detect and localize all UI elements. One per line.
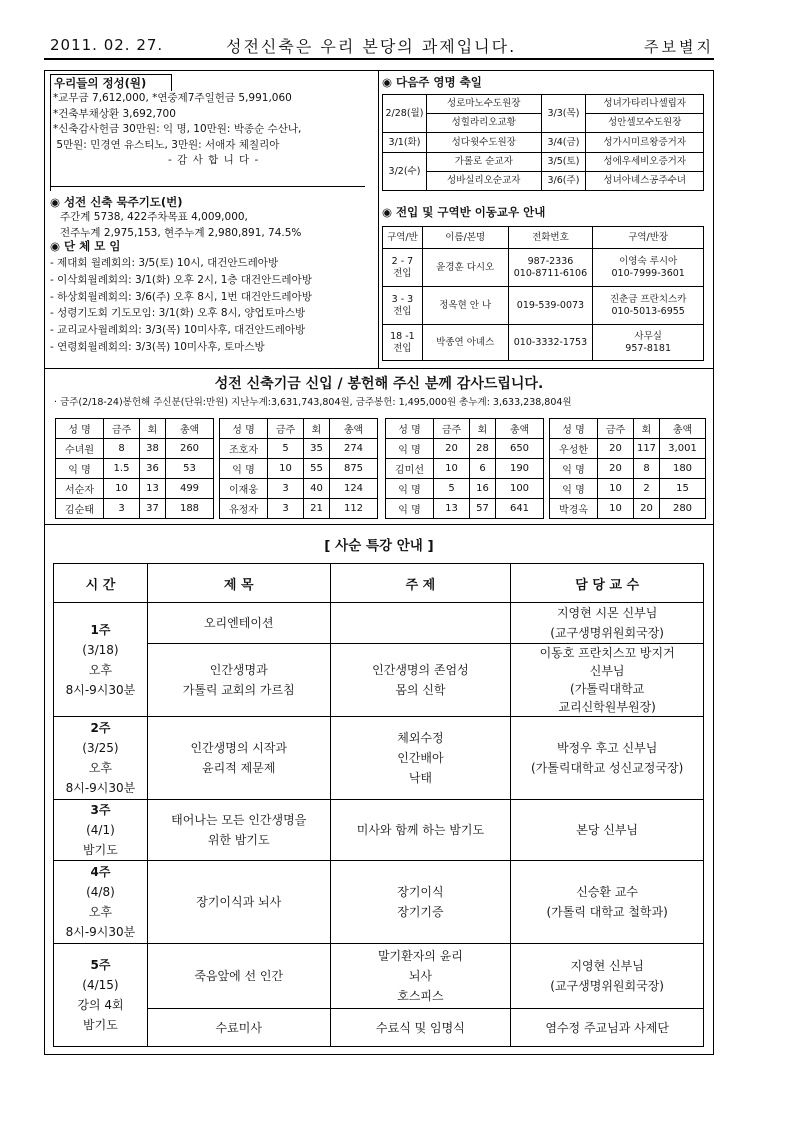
lecture-title	[147, 603, 330, 644]
lecture-title	[147, 800, 330, 861]
donor-total: 499	[166, 479, 214, 499]
prof-line: 교리신학원부원장)	[558, 700, 656, 714]
lecture-title-line: 태어나는 모든 인간생명을	[171, 813, 307, 827]
feasts-title: ◉ 다음주 영명 축일	[382, 75, 482, 89]
rosary-section	[50, 194, 375, 241]
col-header: 총액	[660, 419, 706, 439]
transfer-leader: 진춘금 프란치스카	[609, 293, 687, 305]
lecture-title-line: 오리엔테이션	[203, 616, 274, 630]
week-label: 4주	[90, 865, 111, 879]
lecture-time	[54, 861, 148, 944]
donor-total: 15	[660, 479, 706, 499]
lecture-time	[54, 603, 148, 717]
donor-count: 36	[140, 459, 166, 479]
feast-saint: 성다윗수도원장	[426, 133, 541, 153]
meeting-item: - 연령회월례회의: 3/3(목) 10미사후, 토마스방	[50, 340, 265, 353]
transfer-row	[383, 249, 704, 287]
meeting-item: - 교리교사월례회의: 3/3(목) 10미사후, 대건안드레아방	[50, 324, 306, 337]
lectures-title: [ 사순 특강 안내 ]	[324, 538, 434, 554]
week-date: (3/18)	[82, 642, 119, 657]
topic-line: 말기환자의 윤리	[377, 949, 463, 963]
col-header: 시 간	[54, 564, 148, 603]
col-header: 성 명	[220, 419, 268, 439]
donor-this-week: 10	[104, 479, 140, 499]
topic-line: 몸의 신학	[395, 683, 446, 697]
donor-row	[220, 439, 378, 459]
donor-total: 274	[330, 439, 378, 459]
feast-date: 3/6(주)	[541, 172, 586, 191]
donor-count: 57	[470, 499, 496, 519]
donor-count: 21	[304, 499, 330, 519]
col-header: 회	[140, 419, 166, 439]
col-header: 금주	[434, 419, 470, 439]
donor-name: 김미선	[386, 459, 434, 479]
col-header: 총액	[496, 419, 544, 439]
transfer-kind: 전입	[393, 305, 412, 317]
donor-count: 37	[140, 499, 166, 519]
donor-count: 38	[140, 439, 166, 459]
donor-count: 55	[304, 459, 330, 479]
transfer-leader-phone: 957-8181	[625, 342, 672, 354]
donor-name: 김순태	[56, 499, 104, 519]
offerings-thanks: - 감 사 합 니 다 -	[168, 154, 260, 166]
donor-row	[56, 499, 214, 519]
lecture-title-line: 인간생명의 시작과	[190, 741, 288, 755]
feasts-table	[382, 94, 704, 191]
week-time: 강의 4회	[77, 998, 124, 1012]
lecture-title-line: 죽음앞에 선 인간	[194, 969, 284, 983]
lecture-professor	[511, 800, 704, 861]
transfer-phone: 010-8711-6106	[513, 267, 588, 279]
donor-count: 40	[304, 479, 330, 499]
donor-count: 35	[304, 439, 330, 459]
bulletin-tag: 주보별지	[644, 38, 714, 56]
transfer-phone: 010-3332-1753	[508, 325, 593, 361]
donor-total: 124	[330, 479, 378, 499]
feast-saint: 성로마노수도원장	[426, 95, 541, 114]
lecture-topic	[330, 944, 511, 1009]
transfer-row	[383, 325, 704, 361]
transfer-phone: 987-2336	[527, 255, 574, 267]
donor-row	[220, 459, 378, 479]
topic-line: 체외수정	[397, 731, 444, 745]
donor-name: 익 명	[550, 459, 598, 479]
lecture-time	[54, 800, 148, 861]
feast-date: 3/3(목)	[541, 95, 586, 133]
prof-line: (교구생명위원회국장)	[550, 979, 664, 993]
donor-row	[550, 439, 706, 459]
transfers-title: ◉ 전입 및 구역반 이동교우 안내	[382, 205, 546, 219]
feasts-section	[382, 74, 712, 191]
feast-saint: 성바실리오순교자	[426, 172, 541, 191]
donor-count: 20	[634, 499, 660, 519]
donor-row	[386, 439, 544, 459]
col-header: 전화번호	[508, 227, 593, 249]
prof-line: (가톨릭대학교 성신교정국장)	[530, 761, 684, 775]
week-time: 8시-9시30분	[65, 682, 136, 697]
donor-row	[220, 479, 378, 499]
transfer-zone: 2 - 7	[391, 255, 414, 267]
donor-row	[386, 499, 544, 519]
transfer-name: 박종연 아녜스	[422, 325, 508, 361]
rosary-line: 전주누계 2,975,153, 현주누계 2,980,891, 74.5%	[60, 226, 302, 239]
col-header: 금주	[598, 419, 634, 439]
donor-total: 53	[166, 459, 214, 479]
prof-line: 신부님	[589, 664, 625, 678]
lecture-title	[147, 717, 330, 800]
offering-line: 5만원: 민경연 유스티노, 3만원: 서애자 체칠리아	[53, 138, 280, 151]
week-label: 1주	[90, 622, 111, 637]
meeting-item: - 성령기도회 기도모임: 3/1(화) 오후 8시, 양업토마스방	[50, 307, 306, 320]
lecture-title	[147, 944, 330, 1009]
donor-total: 260	[166, 439, 214, 459]
donor-total: 650	[496, 439, 544, 459]
meetings-title: ◉ 단 체 모 임	[50, 239, 121, 253]
prof-line: 신승환 교수	[576, 885, 639, 899]
donor-row	[56, 479, 214, 499]
header-divider	[44, 58, 714, 60]
donor-name: 익 명	[386, 479, 434, 499]
donor-this-week: 3	[268, 499, 304, 519]
week-time: 밤기도	[83, 1018, 118, 1032]
transfer-kind: 전입	[393, 342, 412, 354]
topic-line: 뇌사	[408, 969, 433, 983]
prof-line: 지영현 신부님	[570, 959, 644, 973]
donor-count: 2	[634, 479, 660, 499]
donor-this-week: 1.5	[104, 459, 140, 479]
donor-this-week: 5	[268, 439, 304, 459]
donations-title: 성전 신축기금 신입 / 봉헌해 주신 분께 감사드립니다.	[214, 376, 544, 392]
lecture-title-line: 가톨릭 교회의 가르침	[182, 683, 295, 697]
rosary-title: ◉ 성전 신축 묵주기도(번)	[50, 195, 183, 209]
prof-line: 지영현 시몬 신부님	[556, 606, 658, 620]
week-date: (4/1)	[86, 823, 115, 837]
transfer-zone: 18 -1	[390, 330, 415, 342]
donor-this-week: 3	[104, 499, 140, 519]
topic-line: 호스피스	[397, 989, 444, 1003]
col-header: 금주	[268, 419, 304, 439]
donation-tables	[55, 418, 705, 520]
feast-date: 3/1(화)	[383, 133, 427, 153]
week-time: 8시-9시30분	[65, 925, 136, 939]
topic-line: 미사와 함께 하는 밤기도	[356, 823, 485, 837]
topic-line: 수료식 및 임명식	[376, 1020, 465, 1035]
donor-name: 박경옥	[550, 499, 598, 519]
transfer-row	[383, 287, 704, 325]
week-time: 오후	[88, 905, 113, 919]
donor-name: 유정자	[220, 499, 268, 519]
donor-total: 180	[660, 459, 706, 479]
prof-line: 본당 신부님	[576, 823, 639, 837]
feast-saint: 성녀가타리나셀립자	[586, 95, 704, 114]
transfers-table	[382, 226, 704, 361]
week-time: 밤기도	[83, 843, 118, 857]
transfer-leader: 이영숙 루시아	[619, 255, 678, 267]
lecture-professor	[511, 1009, 704, 1047]
lecture-title	[147, 861, 330, 944]
donor-count: 28	[470, 439, 496, 459]
donor-total: 641	[496, 499, 544, 519]
donor-this-week: 10	[598, 499, 634, 519]
donations-summary: · 금주(2/18-24)봉헌해 주신분(단위:만원) 지난누계:3,631,743,804원, 금주봉헌: 1,495,000원 총누계: 3,633,238,804원	[54, 397, 572, 408]
prof-line: (교구생명위원회국장)	[550, 626, 664, 640]
donor-row	[56, 459, 214, 479]
prof-line: 염수정 주교님과 사제단	[545, 1020, 669, 1035]
donor-this-week: 20	[434, 439, 470, 459]
feast-date: 3/4(금)	[541, 133, 586, 153]
col-header: 회	[470, 419, 496, 439]
week-date: (4/8)	[86, 885, 115, 899]
topic-line: 인간배아	[397, 751, 444, 765]
donor-count: 8	[634, 459, 660, 479]
donor-name: 익 명	[386, 499, 434, 519]
donor-this-week: 20	[598, 439, 634, 459]
col-header: 성 명	[386, 419, 434, 439]
offerings-title: 우리들의 정성(원)	[54, 76, 147, 90]
donor-this-week: 10	[268, 459, 304, 479]
donor-this-week: 20	[598, 459, 634, 479]
donor-total: 875	[330, 459, 378, 479]
page-header	[44, 34, 714, 60]
donor-total: 188	[166, 499, 214, 519]
col-header: 회	[634, 419, 660, 439]
col-header: 담 당 교 수	[511, 564, 704, 603]
topic-line: 장기이식	[397, 885, 444, 899]
donor-count: 13	[140, 479, 166, 499]
col-header: 성 명	[550, 419, 598, 439]
column-divider	[378, 70, 379, 368]
feast-date: 3/2(수)	[383, 153, 427, 191]
offerings-section	[50, 74, 375, 169]
feast-saint: 성가시미르왕증거자	[586, 133, 704, 153]
lecture-topic	[330, 861, 511, 944]
offering-line: *신축감사헌금 30만원: 익 명, 10만원: 박종순 수산나,	[53, 123, 302, 135]
transfer-phone: 019-539-0073	[508, 287, 593, 325]
transfers-section	[382, 204, 712, 361]
meetings-section	[50, 238, 375, 356]
lecture-time	[54, 944, 148, 1047]
donor-this-week: 3	[268, 479, 304, 499]
lecture-professor	[511, 861, 704, 944]
donor-total: 280	[660, 499, 706, 519]
donor-this-week: 10	[434, 459, 470, 479]
topic-line: 장기기증	[397, 905, 444, 919]
donor-name: 조호자	[220, 439, 268, 459]
donor-row	[550, 479, 706, 499]
donor-row	[220, 499, 378, 519]
col-header: 구역/반장	[593, 227, 704, 249]
lecture-topic	[330, 717, 511, 800]
col-header: 이름/본명	[422, 227, 508, 249]
donor-row	[550, 499, 706, 519]
lecture-topic	[330, 644, 511, 717]
lecture-professor	[511, 603, 704, 644]
donor-name: 익 명	[550, 479, 598, 499]
transfer-zone: 3 - 3	[391, 293, 414, 305]
transfer-kind: 전입	[393, 267, 412, 279]
feast-date: 3/5(토)	[541, 153, 586, 172]
donor-name: 우성한	[550, 439, 598, 459]
col-header: 주 제	[330, 564, 511, 603]
donation-table	[219, 418, 378, 519]
mid-divider	[44, 368, 714, 369]
donor-this-week: 8	[104, 439, 140, 459]
donor-name: 수녀원	[56, 439, 104, 459]
donor-row	[386, 479, 544, 499]
topic-line: 낙태	[408, 771, 433, 785]
lecture-title-line: 수료미사	[215, 1020, 262, 1035]
donor-total: 112	[330, 499, 378, 519]
donor-row	[386, 459, 544, 479]
col-header: 구역/반	[383, 227, 423, 249]
lecture-title-line: 장기이식과 뇌사	[196, 895, 282, 909]
feast-saint: 성안셀모수도원장	[586, 114, 704, 133]
meeting-item: - 제대회 월례회의: 3/5(토) 10시, 대건안드레아방	[50, 257, 279, 269]
donor-name: 익 명	[220, 459, 268, 479]
lecture-topic	[330, 800, 511, 861]
week-label: 5주	[90, 958, 111, 972]
feast-saint: 가롤로 순교자	[426, 153, 541, 172]
transfer-leader: 사무실	[634, 330, 662, 342]
lecture-title-line: 위한 밤기도	[207, 833, 270, 847]
lower-divider	[44, 524, 714, 525]
donor-total: 100	[496, 479, 544, 499]
lecture-title-line: 윤리적 제문제	[202, 761, 276, 775]
col-header: 총액	[330, 419, 378, 439]
rosary-line: 주간계 5738, 422주차목표 4,009,000,	[60, 211, 248, 223]
lecture-professor	[511, 644, 704, 717]
donor-count: 16	[470, 479, 496, 499]
donor-this-week: 13	[434, 499, 470, 519]
lectures-table	[53, 563, 704, 1047]
week-time: 오후	[88, 662, 113, 677]
donor-this-week: 10	[598, 479, 634, 499]
week-time: 오후	[88, 761, 113, 775]
col-header: 성 명	[56, 419, 104, 439]
offering-line: *건축부채상환 3,692,700	[53, 107, 176, 120]
donor-row	[550, 459, 706, 479]
donor-count: 6	[470, 459, 496, 479]
lecture-topic	[330, 603, 511, 644]
lecture-professor	[511, 717, 704, 800]
prof-line: 이동호 프란치스꼬 방지거	[539, 646, 675, 660]
lecture-title	[147, 644, 330, 717]
donor-name: 서순자	[56, 479, 104, 499]
donor-name: 익 명	[56, 459, 104, 479]
week-date: (4/15)	[82, 978, 119, 992]
bulletin-motto: 성전신축은 우리 본당의 과제입니다.	[226, 37, 517, 56]
col-header: 총액	[166, 419, 214, 439]
feast-saint: 성에우세비오증거자	[586, 153, 704, 172]
topic-line: 인간생명의 존엄성	[372, 663, 469, 677]
col-header: 회	[304, 419, 330, 439]
lecture-topic	[330, 1009, 511, 1047]
prof-line: 박정우 후고 신부님	[556, 741, 658, 755]
col-header: 금주	[104, 419, 140, 439]
transfer-leader-phone: 010-7999-3601	[611, 267, 685, 279]
week-label: 3주	[90, 803, 111, 817]
lecture-title-line: 인간생명과	[209, 663, 268, 677]
transfer-leader-phone: 010-5013-6955	[611, 305, 685, 317]
feast-saint: 성힐라리오교황	[426, 114, 541, 133]
prof-line: (가톨릭 대학교 철학과)	[546, 905, 668, 919]
bulletin-date: 2011. 02. 27.	[50, 36, 164, 54]
donation-table	[385, 418, 544, 519]
feast-saint: 성녀아녜스공주수녀	[586, 172, 704, 191]
donor-count: 117	[634, 439, 660, 459]
week-date: (3/25)	[82, 741, 119, 755]
feast-date: 2/28(월)	[383, 95, 427, 133]
lecture-professor	[511, 944, 704, 1009]
donor-total: 190	[496, 459, 544, 479]
donation-table	[549, 418, 706, 519]
week-time: 8시-9시30분	[65, 781, 136, 795]
donor-name: 익 명	[386, 439, 434, 459]
col-header: 제 목	[147, 564, 330, 603]
donor-row	[56, 439, 214, 459]
offerings-underline	[50, 186, 365, 187]
transfer-name: 윤경훈 다시오	[422, 249, 508, 287]
donor-this-week: 5	[434, 479, 470, 499]
meeting-item: - 이삭회월례회의: 3/1(화) 오후 2시, 1층 대건안드레아방	[50, 273, 312, 286]
offering-line: *교무금 7,612,000, *연중제7주일헌금 5,991,060	[53, 92, 292, 104]
donor-total: 3,001	[660, 439, 706, 459]
prof-line: (가톨릭대학교	[570, 682, 645, 696]
donor-name: 이재웅	[220, 479, 268, 499]
donation-table	[55, 418, 214, 519]
meeting-item: - 하상회월례회의: 3/6(주) 오후 8시, 1번 대건안드레아방	[50, 290, 312, 303]
week-label: 2주	[90, 721, 111, 735]
lecture-time	[54, 717, 148, 800]
transfer-name: 정옥현 안 나	[422, 287, 508, 325]
lecture-title	[147, 1009, 330, 1047]
